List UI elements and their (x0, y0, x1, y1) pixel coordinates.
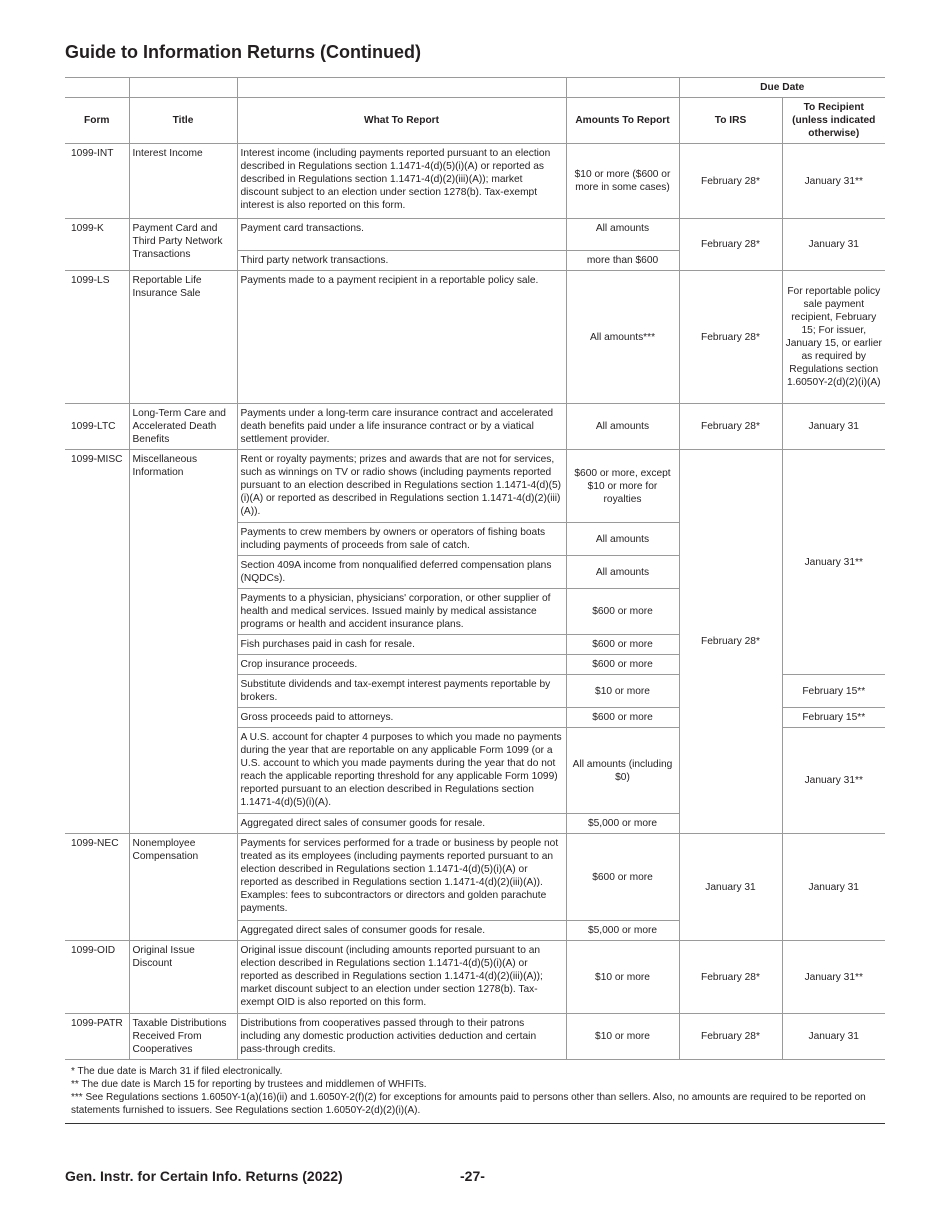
amount-cell: All amounts (566, 523, 679, 556)
what-cell: Original issue discount (including amounts reported pursuant to an election described in Regulations section 1.1471-4(d)(5)(i)(A) or reported as described in Regulations section 1.1471-4(d)(2)(iii)(A)); market discount subject to an election under section 1278(b). Tax-exempt OID is also reported on this form. (237, 941, 566, 1014)
what-cell: Third party network transactions. (237, 251, 566, 271)
header-to-recipient: To Recipient (unless indicated otherwise) (782, 98, 885, 144)
what-cell: Payments to crew members by owners or operators of fishing boats including payments of proceeds from sale of catch. (237, 523, 566, 556)
recipient-date-cell: For reportable policy sale payment recipient, February 15; For issuer, January 15, or earlier as required by Regulations section 1.6050Y-2(d)(2)(i)(A) (782, 271, 885, 404)
irs-date-cell: February 28* (679, 271, 782, 404)
title-cell: Nonemployee Compensation (129, 834, 237, 941)
title-cell: Long-Term Care and Accelerated Death Benefits (129, 404, 237, 450)
header-title: Title (129, 98, 237, 144)
what-cell: Payments made to a payment recipient in a reportable policy sale. (237, 271, 566, 404)
table-row (65, 271, 885, 404)
recipient-date-cell: January 31** (782, 450, 885, 675)
title-cell: Original Issue Discount (129, 941, 237, 1014)
what-cell: Rent or royalty payments; prizes and awards that are not for services, such as winnings on TV or radio shows (including payments reported pursuant to an election described in Regulations section 1.1471-4(d)(5)(i)(A) or reported as described in Regulations section 1.1471-4(d)(2)(iii)(A)). (237, 450, 566, 523)
amount-cell: $600 or more (566, 708, 679, 728)
amount-cell: $600 or more (566, 635, 679, 655)
what-cell: Gross proceeds paid to attorneys. (237, 708, 566, 728)
what-cell: Aggregated direct sales of consumer goods for resale. (237, 814, 566, 834)
form-cell: 1099-LTC (65, 404, 129, 450)
recipient-date-cell: January 31 (782, 219, 885, 271)
what-cell: Interest income (including payments reported pursuant to an election described in Regulations section 1.1471-4(d)(5)(i)(A) or reported as described in Regulations section 1.1471-4(d)(2)(iii)(A)); market discount subject to an election under section 1278(b). Tax-exempt interest is also reported on this form. (237, 144, 566, 219)
amount-cell: $10 or more (566, 1014, 679, 1060)
recipient-date-cell: January 31** (782, 144, 885, 219)
amount-cell: $5,000 or more (566, 814, 679, 834)
header-what-to-report: What To Report (237, 98, 566, 144)
amount-cell: $10 or more ($600 or more in some cases) (566, 144, 679, 219)
amount-cell: $600 or more, except $10 or more for royalties (566, 450, 679, 523)
form-cell: 1099-PATR (65, 1014, 129, 1060)
table-row (65, 1014, 885, 1060)
footnote: ** The due date is March 15 for reporting by trustees and middlemen of WHFITs. (71, 1079, 427, 1090)
title-cell: Miscellaneous Information (129, 450, 237, 834)
title-cell: Taxable Distributions Received From Cooperatives (129, 1014, 237, 1060)
form-cell: 1099-OID (65, 941, 129, 1014)
page-number: -27- (460, 1168, 485, 1184)
recipient-date-cell: January 31** (782, 941, 885, 1014)
irs-date-cell: February 28* (679, 1014, 782, 1060)
what-cell: Fish purchases paid in cash for resale. (237, 635, 566, 655)
irs-date-cell: February 28* (679, 144, 782, 219)
header-to-irs: To IRS (679, 98, 782, 144)
what-cell: Section 409A income from nonqualified deferred compensation plans (NQDCs). (237, 556, 566, 589)
form-cell: 1099-NEC (65, 834, 129, 941)
header-form: Form (65, 98, 129, 144)
footer-title: Gen. Instr. for Certain Info. Returns (2022) (65, 1168, 343, 1184)
title-cell: Interest Income (129, 144, 237, 219)
recipient-date-cell: January 31** (782, 728, 885, 834)
divider (65, 1123, 885, 1124)
form-cell: 1099-K (65, 219, 129, 271)
irs-date-cell: February 28* (679, 219, 782, 271)
irs-date-cell: January 31 (679, 834, 782, 941)
header-due-date: Due Date (679, 78, 885, 98)
irs-date-cell: February 28* (679, 941, 782, 1014)
header-blank (65, 78, 129, 98)
form-cell: 1099-INT (65, 144, 129, 219)
form-cell: 1099-LS (65, 271, 129, 404)
amount-cell: more than $600 (566, 251, 679, 271)
table-row (65, 941, 885, 1014)
footnotes (71, 1065, 881, 1117)
title-cell: Reportable Life Insurance Sale (129, 271, 237, 404)
irs-date-cell: February 28* (679, 404, 782, 450)
amount-cell: All amounts (566, 404, 679, 450)
amount-cell: $600 or more (566, 655, 679, 675)
header-blank (566, 78, 679, 98)
header-blank (129, 78, 237, 98)
what-cell: Crop insurance proceeds. (237, 655, 566, 675)
what-cell: Distributions from cooperatives passed through to their patrons including any domestic production activities deduction and certain pass-through credits. (237, 1014, 566, 1060)
what-cell: Payments for services performed for a trade or business by people not treated as its employees (including payments reported pursuant to an election described in Regulations section 1.1471-4(d)(5)(i)(A) or reported as described in Regulations section 1.1471-4(d)(2)(iii)(A)). Examples: fees to subcontractors or directors and golden parachute payments. (237, 834, 566, 921)
footnote: *** See Regulations sections 1.6050Y-1(a)(16)(ii) and 1.6050Y-2(f)(2) for exceptions for amounts paid to persons other than sellers. Also, no amounts are required to be reported on statements furnished to issuers. See Regulations section 1.6050Y-2(d)(2)(i)(A). (71, 1092, 866, 1116)
recipient-date-cell: January 31 (782, 404, 885, 450)
table-row (65, 834, 885, 921)
amount-cell: $10 or more (566, 675, 679, 708)
amount-cell: All amounts (including $0) (566, 728, 679, 814)
amount-cell: All amounts*** (566, 271, 679, 404)
amount-cell: $600 or more (566, 589, 679, 635)
recipient-date-cell: January 31 (782, 834, 885, 941)
recipient-date-cell: February 15** (782, 675, 885, 708)
table-row (65, 404, 885, 450)
amount-cell: $5,000 or more (566, 921, 679, 941)
recipient-date-cell: February 15** (782, 708, 885, 728)
amount-cell: All amounts (566, 556, 679, 589)
table-row (65, 450, 885, 523)
title-cell: Payment Card and Third Party Network Transactions (129, 219, 237, 271)
table-row (65, 144, 885, 219)
what-cell: Aggregated direct sales of consumer goods for resale. (237, 921, 566, 941)
information-returns-table (65, 77, 885, 1060)
what-cell: Payment card transactions. (237, 219, 566, 251)
what-cell: Substitute dividends and tax-exempt interest payments reportable by brokers. (237, 675, 566, 708)
page-title: Guide to Information Returns (Continued) (65, 42, 421, 62)
irs-date-cell: February 28* (679, 450, 782, 834)
amount-cell: All amounts (566, 219, 679, 251)
amount-cell: $10 or more (566, 941, 679, 1014)
header-amounts-to-report: Amounts To Report (566, 98, 679, 144)
footnote: * The due date is March 31 if filed electronically. (71, 1066, 283, 1077)
form-cell: 1099-MISC (65, 450, 129, 834)
what-cell: A U.S. account for chapter 4 purposes to which you made no payments during the year that are reportable on any applicable Form 1099 (or a U.S. account to which you made payments during the year that do not reach the applicable reporting threshold for any applicable Form 1099) reported pursuant to an election described in Regulations section 1.1471-4(d)(5)(i)(A). (237, 728, 566, 814)
recipient-date-cell: January 31 (782, 1014, 885, 1060)
amount-cell: $600 or more (566, 834, 679, 921)
what-cell: Payments under a long-term care insurance contract and accelerated death benefits paid under a life insurance contract or by a viatical settlement provider. (237, 404, 566, 450)
table-row (65, 219, 885, 251)
what-cell: Payments to a physician, physicians' corporation, or other supplier of health and medical services. Issued mainly by medical assistance programs or health and accident insurance plans. (237, 589, 566, 635)
header-blank (237, 78, 566, 98)
